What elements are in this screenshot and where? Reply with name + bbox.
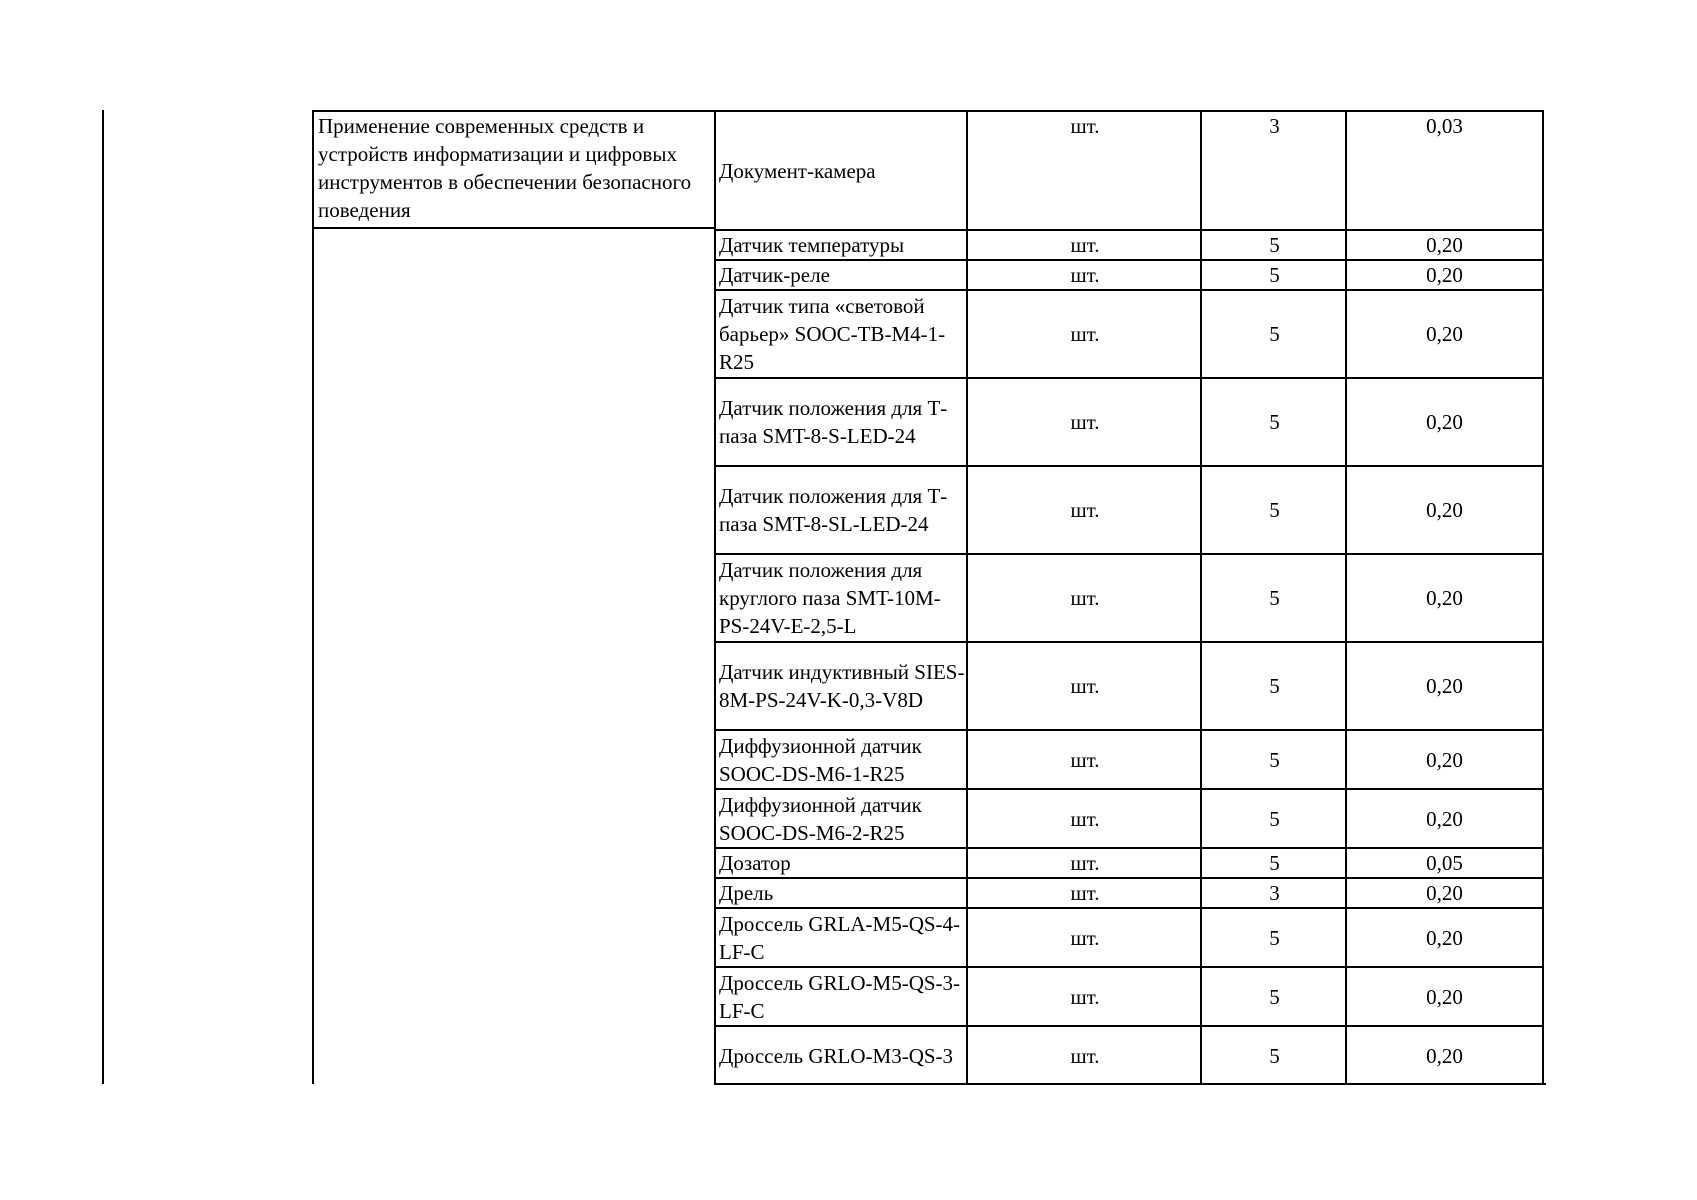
topic-text: Применение современных средств и устройств информатизации и цифровых инструментов в обеспечении безопасного поведения [318,114,692,222]
norm-cell [1345,377,1544,465]
norm-value: 0,20 [1426,233,1463,257]
norm-value: 0,20 [1426,1043,1463,1068]
table-row [0,377,1697,465]
unit-value: шт. [1070,1043,1100,1068]
quantity-value: 5 [1269,925,1280,950]
norm-value: 0,20 [1426,925,1463,950]
norm-cell [1345,877,1544,907]
item-name-cell [714,641,968,729]
norm-value: 0,20 [1426,984,1463,1009]
item-name: Диффузионной датчик SOOC-DS-M6-2-R25 [719,792,922,845]
norm-cell [1345,289,1544,377]
quantity-cell [1200,110,1347,229]
quantity-cell [1200,289,1347,377]
unit-value: шт. [1070,851,1100,875]
unit-cell [966,1025,1202,1084]
norm-value: 0,20 [1426,263,1463,287]
item-name: Датчик-реле [719,263,830,287]
unit-value: шт. [1070,586,1100,610]
item-name-cell [714,966,968,1025]
item-name-cell [714,877,968,907]
quantity-value: 5 [1269,498,1280,522]
norm-cell [1345,847,1544,877]
unit-cell [966,289,1202,377]
quantity-cell [1200,377,1347,465]
norm-cell [1345,1025,1544,1084]
unit-cell [966,110,1202,229]
table-row [0,289,1697,377]
quantity-value: 5 [1269,984,1280,1009]
unit-cell [966,377,1202,465]
table-bottom-border [714,1083,1546,1085]
norm-cell [1345,966,1544,1025]
quantity-cell [1200,553,1347,641]
unit-cell [966,847,1202,877]
item-name: Документ-камера [719,158,876,183]
table-row [0,729,1697,788]
table-row [0,1025,1697,1084]
unit-cell [966,259,1202,289]
norm-value: 0,20 [1426,747,1463,772]
unit-value: шт. [1070,322,1100,346]
norm-value: 0,20 [1426,498,1463,522]
quantity-value: 3 [1269,881,1280,905]
table-row [0,788,1697,847]
unit-value: шт. [1070,233,1100,257]
table-row [0,641,1697,729]
item-name-cell [714,377,968,465]
unit-cell [966,788,1202,847]
norm-cell [1345,788,1544,847]
item-name-cell [714,553,968,641]
unit-cell [966,877,1202,907]
norm-value: 0,20 [1426,806,1463,831]
norm-value: 0,20 [1426,586,1463,610]
unit-value: шт. [1070,498,1100,522]
topic-cell [312,110,716,229]
item-name-cell [714,788,968,847]
table-row [0,847,1697,877]
item-name-cell [714,1025,968,1084]
unit-cell [966,641,1202,729]
quantity-value: 3 [1269,114,1280,138]
unit-cell [966,229,1202,259]
quantity-cell [1200,1025,1347,1084]
quantity-value: 5 [1269,747,1280,772]
unit-value: шт. [1070,674,1100,698]
item-name: Дозатор [719,851,791,875]
unit-value: шт. [1070,881,1100,905]
item-name: Дроссель GRLO-M3-QS-3 [719,1043,954,1068]
quantity-value: 5 [1269,851,1280,875]
table-row [0,553,1697,641]
quantity-value: 5 [1269,806,1280,831]
unit-value: шт. [1070,410,1100,434]
item-name: Датчик индуктивный SIES-8M-PS-24V-K-0,3-V8D [719,660,965,712]
quantity-cell [1200,966,1347,1025]
item-name-cell [714,847,968,877]
quantity-cell [1200,229,1347,259]
item-name-cell [714,907,968,966]
norm-value: 0,05 [1426,851,1463,875]
table-row [0,229,1697,259]
quantity-cell [1200,907,1347,966]
quantity-value: 5 [1269,322,1280,346]
table-row [0,877,1697,907]
item-name-cell [714,289,968,377]
unit-cell [966,907,1202,966]
norm-cell [1345,229,1544,259]
unit-value: шт. [1070,925,1100,950]
table-row [0,966,1697,1025]
quantity-cell [1200,729,1347,788]
norm-cell [1345,110,1544,229]
norm-cell [1345,259,1544,289]
quantity-cell [1200,641,1347,729]
norm-cell [1345,729,1544,788]
norm-value: 0,20 [1426,410,1463,434]
quantity-value: 5 [1269,586,1280,610]
unit-value: шт. [1070,263,1100,287]
quantity-value: 5 [1269,674,1280,698]
norm-value: 0,03 [1426,114,1463,138]
norm-cell [1345,907,1544,966]
unit-value: шт. [1070,984,1100,1009]
item-name-cell [714,729,968,788]
quantity-value: 5 [1269,410,1280,434]
quantity-cell [1200,465,1347,553]
unit-cell [966,465,1202,553]
unit-cell [966,966,1202,1025]
table-row [0,110,1697,229]
quantity-cell [1200,877,1347,907]
quantity-value: 5 [1269,233,1280,257]
item-name: Датчик положения для Т-паза SMT-8-S-LED-24 [719,396,948,448]
table-row [0,907,1697,966]
unit-cell [966,553,1202,641]
quantity-value: 5 [1269,263,1280,287]
unit-value: шт. [1070,806,1100,831]
item-name: Диффузионной датчик SOOC-DS-M6-1-R25 [719,733,922,786]
norm-value: 0,20 [1426,881,1463,905]
table-row [0,259,1697,289]
item-name: Дроссель GRLA-M5-QS-4-LF-C [719,911,961,964]
item-name: Дроссель GRLO-M5-QS-3-LF-C [719,970,961,1023]
item-name-cell [714,110,968,229]
unit-value: шт. [1070,747,1100,772]
norm-value: 0,20 [1426,322,1463,346]
unit-value: шт. [1070,114,1100,138]
item-name: Датчик положения для Т-паза SMT-8-SL-LED-24 [719,484,948,536]
norm-value: 0,20 [1426,674,1463,698]
norm-cell [1345,641,1544,729]
table-row [0,465,1697,553]
item-name: Дрель [719,881,774,905]
quantity-cell [1200,259,1347,289]
item-name-cell [714,229,968,259]
item-name-cell [714,465,968,553]
quantity-cell [1200,788,1347,847]
norm-cell [1345,553,1544,641]
item-name: Датчик типа «световой барьер» SOOC-TB-M4-1-R25 [719,294,946,374]
item-name: Датчик температуры [719,233,905,257]
quantity-cell [1200,847,1347,877]
unit-cell [966,729,1202,788]
norm-cell [1345,465,1544,553]
quantity-value: 5 [1269,1043,1280,1068]
item-name-cell [714,259,968,289]
item-name: Датчик положения для круглого паза SMT-10M-PS-24V-E-2,5-L [719,558,941,638]
